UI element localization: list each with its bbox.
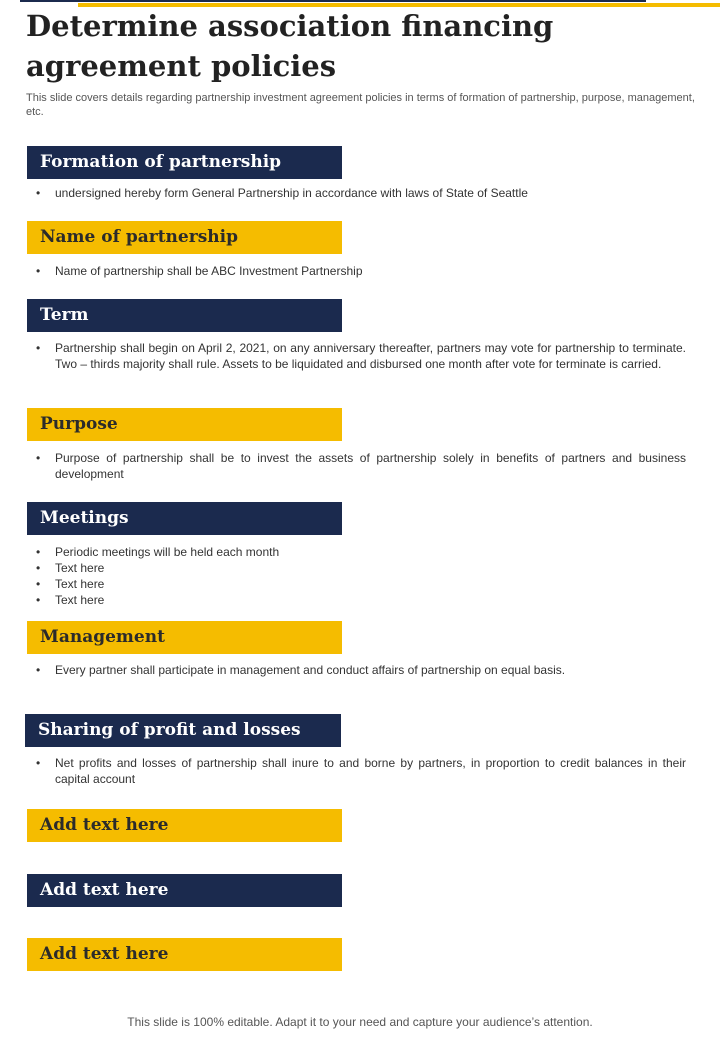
bullet-icon: • xyxy=(36,561,41,575)
section-header-placeholder-1: Add text here xyxy=(27,809,342,842)
section-header-purpose: Purpose xyxy=(27,408,342,441)
page-subtitle: This slide covers details regarding partnership investment agreement policies in terms of formation of partnership, purpose, management, etc. xyxy=(26,92,695,118)
bullet-icon: • xyxy=(36,577,41,591)
section-header-placeholder-3: Add text here xyxy=(27,938,342,971)
list-item xyxy=(36,544,686,560)
bullet-icon: • xyxy=(36,756,41,770)
section-header-name: Name of partnership xyxy=(27,221,342,254)
bullet-text: undersigned hereby form General Partnership in accordance with laws of State of Seattle xyxy=(55,186,528,200)
list-item xyxy=(36,340,686,372)
footer-note: This slide is 100% editable. Adapt it to your need and capture your audience’s attention. xyxy=(127,1015,593,1029)
bullet-icon: • xyxy=(36,593,41,607)
section-bullets-purpose xyxy=(36,450,686,482)
section-bullets-term xyxy=(36,340,686,372)
bullet-icon: • xyxy=(36,264,41,278)
bullet-icon: • xyxy=(36,341,41,355)
list-item xyxy=(36,560,686,576)
bullet-icon: • xyxy=(36,186,41,200)
section-bullets-formation xyxy=(36,185,686,201)
bullet-text: Net profits and losses of partnership shall inure to and borne by partners, in proportion to credit balances in their capital account xyxy=(55,756,686,786)
section-header-management: Management xyxy=(27,621,342,654)
section-header-profit-sharing: Sharing of profit and losses xyxy=(25,714,341,747)
list-item xyxy=(36,662,686,678)
bullet-icon: • xyxy=(36,663,41,677)
list-item xyxy=(36,185,686,201)
section-bullets-name xyxy=(36,263,686,279)
section-bullets-meetings xyxy=(36,544,686,608)
list-item xyxy=(36,592,686,608)
list-item xyxy=(36,263,686,279)
bullet-text: Every partner shall participate in management and conduct affairs of partnership on equal basis. xyxy=(55,663,566,677)
bullet-icon: • xyxy=(36,545,41,559)
section-bullets-profit-sharing xyxy=(36,755,686,787)
list-item xyxy=(36,576,686,592)
bullet-text: Text here xyxy=(55,561,105,575)
list-item xyxy=(36,450,686,482)
bullet-text: Text here xyxy=(55,593,105,607)
bullet-text: Periodic meetings will be held each month xyxy=(55,545,280,559)
section-header-formation: Formation of partnership xyxy=(27,146,342,179)
section-header-placeholder-2: Add text here xyxy=(27,874,342,907)
bullet-text: Partnership shall begin on April 2, 2021, on any anniversary thereafter, partners may vote for partnership to terminate. Two – thirds majority shall rule. Assets to be liquidated and disbursed one month after vote for terminate is carried. xyxy=(55,341,686,371)
bullet-text: Name of partnership shall be ABC Investment Partnership xyxy=(55,264,363,278)
bullet-icon: • xyxy=(36,451,41,465)
bullet-text: Purpose of partnership shall be to invest the assets of partnership solely in benefits of partners and business development xyxy=(55,451,686,481)
list-item xyxy=(36,755,686,787)
section-bullets-management xyxy=(36,662,686,678)
top-accent-line-dark xyxy=(20,0,646,2)
section-header-meetings: Meetings xyxy=(27,502,342,535)
section-header-term: Term xyxy=(27,299,342,332)
page-title: Determine association financing agreement policies xyxy=(26,9,554,83)
bullet-text: Text here xyxy=(55,577,105,591)
